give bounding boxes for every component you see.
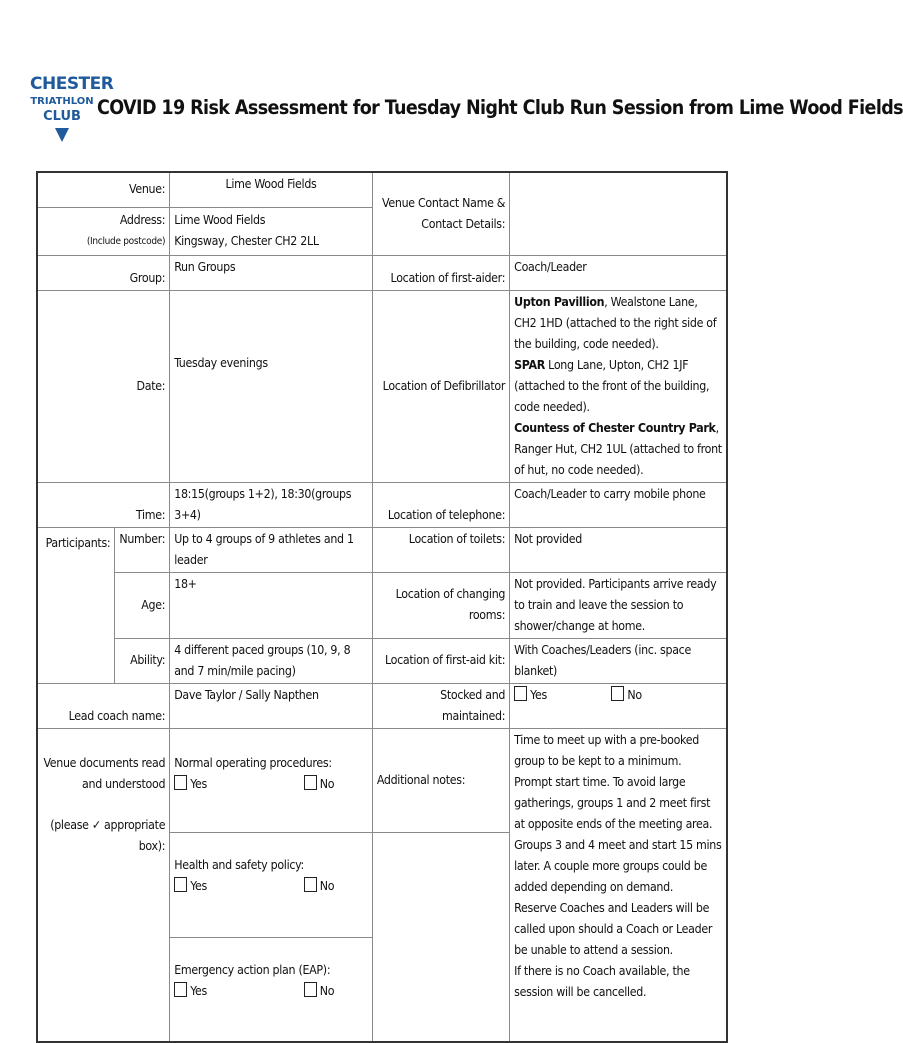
hs-no-checkbox[interactable] (304, 877, 317, 892)
stocked-options (510, 683, 727, 728)
eap-label: Emergency action plan (EAP): (174, 962, 331, 977)
hs-yes-checkbox[interactable] (174, 877, 187, 892)
defib-location-3: Countess of Chester Country Park, Ranger Hut, CH2 1UL (attached to front of hut, no code needed). (514, 420, 722, 477)
leadcoach-value: Dave Taylor / Sally Napthen (170, 683, 373, 728)
notes-blank-cell (372, 832, 509, 1042)
eap-cell (170, 937, 373, 1042)
firstaidkit-label: Location of first-aid kit: (372, 638, 509, 683)
group-label: Group: (37, 255, 170, 290)
stocked-no-checkbox[interactable] (611, 686, 624, 701)
contact-label: Venue Contact Name & Contact Details: (372, 172, 509, 255)
hs-cell (170, 832, 373, 937)
date-label: Date: (37, 290, 170, 482)
club-logo (30, 74, 114, 142)
logo-arrow-icon (55, 128, 69, 142)
hs-yes-option[interactable]: Yes (174, 876, 207, 897)
logo-line-1: CHESTER (30, 74, 114, 94)
stocked-yes-checkbox[interactable] (514, 686, 527, 701)
telephone-label: Location of telephone: (372, 482, 509, 527)
address-label-cell (37, 207, 170, 255)
toilets-label: Location of toilets: (372, 527, 509, 572)
defib-value (510, 290, 727, 482)
notes-paragraph-3: If there is no Coach available, the session will be cancelled. (514, 963, 690, 999)
address-line-1: Lime Wood Fields (174, 213, 266, 227)
toilets-value: Not provided (510, 527, 727, 572)
number-value: Up to 4 groups of 9 athletes and 1 leader (170, 527, 373, 572)
eap-no-option[interactable]: No (304, 981, 334, 1002)
eap-no-checkbox[interactable] (304, 982, 317, 997)
notes-value (510, 728, 727, 1042)
risk-assessment-table (36, 171, 728, 1043)
defib-label: Location of Defibrillator (372, 290, 509, 482)
eap-yes-checkbox[interactable] (174, 982, 187, 997)
time-value: 18:15(groups 1+2), 18:30(groups 3+4) (170, 482, 373, 527)
firstaider-label: Location of first-aider: (372, 255, 509, 290)
ability-value: 4 different paced groups (10, 9, 8 and 7 min/mile pacing) (170, 638, 373, 683)
venue-value: Lime Wood Fields (170, 172, 373, 207)
address-value (170, 207, 373, 255)
address-line-2: Kingsway, Chester CH2 2LL (174, 234, 319, 248)
docs-note: (please ✓ appropriate box): (50, 817, 166, 853)
docs-label: Venue documents read and understood (43, 755, 166, 791)
address-note: (Include postcode) (86, 236, 166, 247)
hs-no-option[interactable]: No (304, 876, 334, 897)
nop-label: Normal operating procedures: (174, 755, 332, 770)
leadcoach-label: Lead coach name: (37, 683, 170, 728)
changing-label: Location of changing rooms: (372, 572, 509, 638)
date-value: Tuesday evenings (170, 290, 373, 482)
docs-label-cell (37, 728, 170, 1042)
defib-location-1: Upton Pavillion, Wealstone Lane, CH2 1HD (attached to the right side of the building, code needed). (514, 294, 717, 351)
stocked-no-option[interactable]: No (611, 688, 641, 702)
stocked-yes-option[interactable]: Yes (514, 685, 608, 706)
age-label: Age: (115, 572, 170, 638)
notes-label: Additional notes: (372, 728, 509, 832)
stocked-label: Stocked and maintained: (372, 683, 509, 728)
hs-label: Health and safety policy: (174, 857, 304, 872)
number-label: Number: (115, 527, 170, 572)
logo-line-2: TRIATHLON (30, 96, 94, 107)
time-label: Time: (37, 482, 170, 527)
participants-label: Participants: (37, 527, 115, 683)
venue-label: Venue: (37, 172, 170, 207)
address-label: Address: (119, 213, 166, 227)
group-value: Run Groups (170, 255, 373, 290)
firstaidkit-value: With Coaches/Leaders (inc. space blanket) (510, 638, 727, 683)
eap-yes-option[interactable]: Yes (174, 981, 207, 1002)
notes-paragraph-2: Reserve Coaches and Leaders will be called upon should a Coach or Leader be unable to attend a session. (514, 900, 713, 957)
telephone-value: Coach/Leader to carry mobile phone (510, 482, 727, 527)
changing-value: Not provided. Participants arrive ready to train and leave the session to shower/change at home. (510, 572, 727, 638)
firstaider-value: Coach/Leader (510, 255, 727, 290)
nop-no-option[interactable]: No (304, 774, 334, 795)
notes-paragraph-1: Time to meet up with a pre-booked group to be kept to a minimum. Prompt start time. To avoid large gatherings, groups 1 and 2 meet first at opposite ends of the meeting area. Groups 3 and 4 meet and start 15 mins later. A couple more groups could be added depending on demand. (514, 732, 722, 894)
ability-label: Ability: (115, 638, 170, 683)
contact-value (510, 172, 727, 255)
nop-no-checkbox[interactable] (304, 775, 317, 790)
page-title: COVID 19 Risk Assessment for Tuesday Night Club Run Session from Lime Wood Fields (97, 96, 903, 119)
nop-yes-checkbox[interactable] (174, 775, 187, 790)
nop-cell (170, 728, 373, 832)
logo-line-3: CLUB (43, 109, 81, 124)
defib-location-2: SPAR Long Lane, Upton, CH2 1JF (attached to the front of the building, code needed). (514, 357, 710, 414)
age-value: 18+ (170, 572, 373, 638)
nop-yes-option[interactable]: Yes (174, 774, 207, 795)
